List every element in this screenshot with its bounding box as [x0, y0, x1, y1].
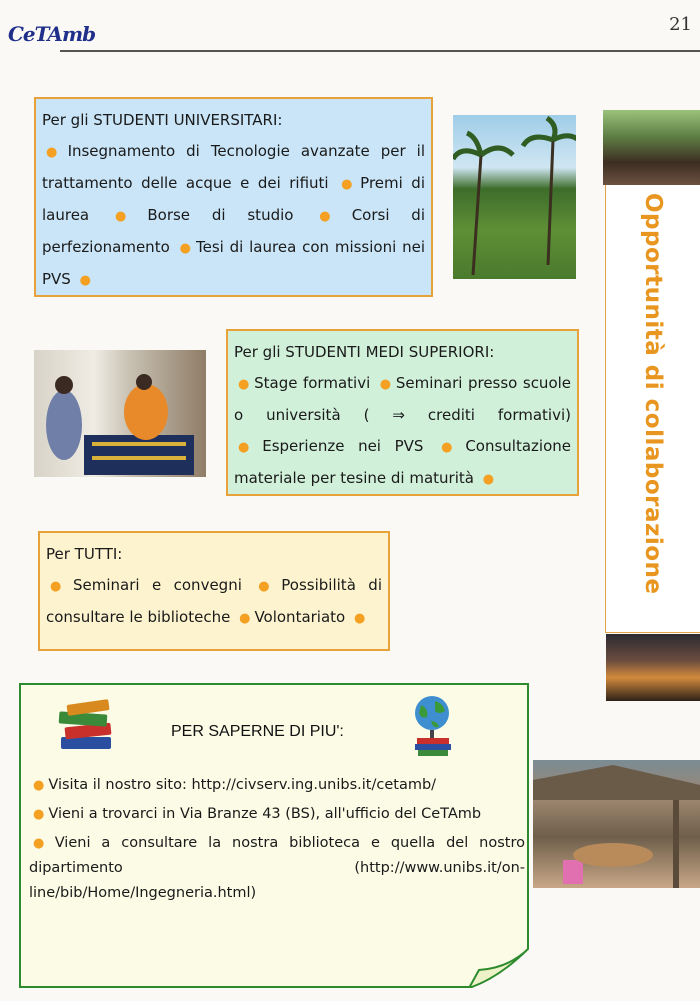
university-item: Tesi di laurea con missioni nei PVS: [42, 238, 425, 288]
info-item: [29, 802, 525, 827]
globe-on-books-icon: [409, 693, 455, 761]
bullet-icon: ●: [238, 440, 259, 455]
bullet-icon: ●: [239, 611, 251, 626]
box-everyone-title: Per TUTTI:: [46, 545, 123, 563]
bullet-icon: ●: [114, 209, 144, 224]
secondary-item: Consultazione materiale per tesine di maturità: [234, 437, 571, 487]
bullet-icon: ●: [379, 377, 392, 392]
books-icon: [55, 699, 117, 755]
header-rule: [60, 50, 700, 52]
info-title: PER SAPERNE DI PIU':: [171, 723, 344, 740]
everyone-item: Volontariato: [254, 608, 346, 626]
bullet-icon: ●: [354, 611, 366, 626]
photo-people-group: [603, 110, 700, 185]
cetamb-logo: CeTAmb: [8, 22, 96, 46]
bullet-icon: ●: [341, 177, 357, 192]
page-curl-corner: [469, 948, 529, 988]
info-item-text[interactable]: Vieni a consultare la nostra biblioteca e quella del nostro dipartimento (http://www.unibs.it/on-line/bib/Home/Ingegneria.html): [29, 835, 525, 901]
bullet-icon: ●: [258, 579, 278, 594]
everyone-item: Seminari e convegni: [73, 576, 242, 594]
photo-women-indoors: [34, 350, 206, 477]
info-item: [29, 831, 525, 906]
box-university-students: [34, 97, 433, 297]
info-item-text: Vieni a trovarci in Via Branze 43 (BS), all'ufficio del CeTAmb: [48, 806, 482, 822]
secondary-item: Seminari presso scuole o università ( ⇒ crediti formativi): [234, 374, 572, 424]
university-item: Premi di laurea: [42, 174, 425, 224]
info-item-text[interactable]: Visita il nostro sito: http://civserv.ing.unibs.it/cetamb/: [48, 777, 437, 793]
everyone-item: Possibilità di consultare le biblioteche: [46, 576, 382, 626]
photo-palm-trees: [453, 115, 576, 279]
university-item: Corsi di perfezionamento: [42, 206, 425, 256]
bullet-icon: ●: [179, 241, 192, 256]
side-title: Opportunità di collaborazione: [640, 193, 666, 595]
box-secondary-students: [226, 329, 579, 496]
bullet-icon: ●: [50, 579, 69, 594]
university-item: Borse di studio: [147, 206, 294, 224]
info-item: [29, 773, 525, 798]
bullet-icon: ●: [79, 273, 91, 288]
secondary-item: Stage formativi: [254, 374, 371, 392]
bullet-icon: ●: [33, 807, 45, 822]
bullet-icon: ●: [238, 377, 251, 392]
bullet-icon: ●: [46, 145, 64, 160]
secondary-item: Esperienze nei PVS: [262, 437, 424, 455]
box-university-title: Per gli STUDENTI UNIVERSITARI:: [42, 111, 283, 129]
bullet-icon: ●: [33, 778, 45, 793]
bullet-icon: ●: [482, 472, 495, 487]
side-title-panel: [605, 185, 700, 633]
page-number: 21: [669, 14, 692, 35]
box-secondary-title: Per gli STUDENTI MEDI SUPERIORI:: [234, 343, 495, 361]
bullet-icon: ●: [33, 836, 51, 851]
photo-market-scene: [533, 760, 700, 888]
photo-sunset: [606, 634, 700, 701]
box-everyone: [38, 531, 390, 651]
university-item: Insegnamento di Tecnologie avanzate per il trattamento delle acque e dei rifiuti: [42, 142, 425, 192]
box-more-info: [19, 683, 529, 988]
bullet-icon: ●: [319, 209, 348, 224]
bullet-icon: ●: [441, 440, 462, 455]
